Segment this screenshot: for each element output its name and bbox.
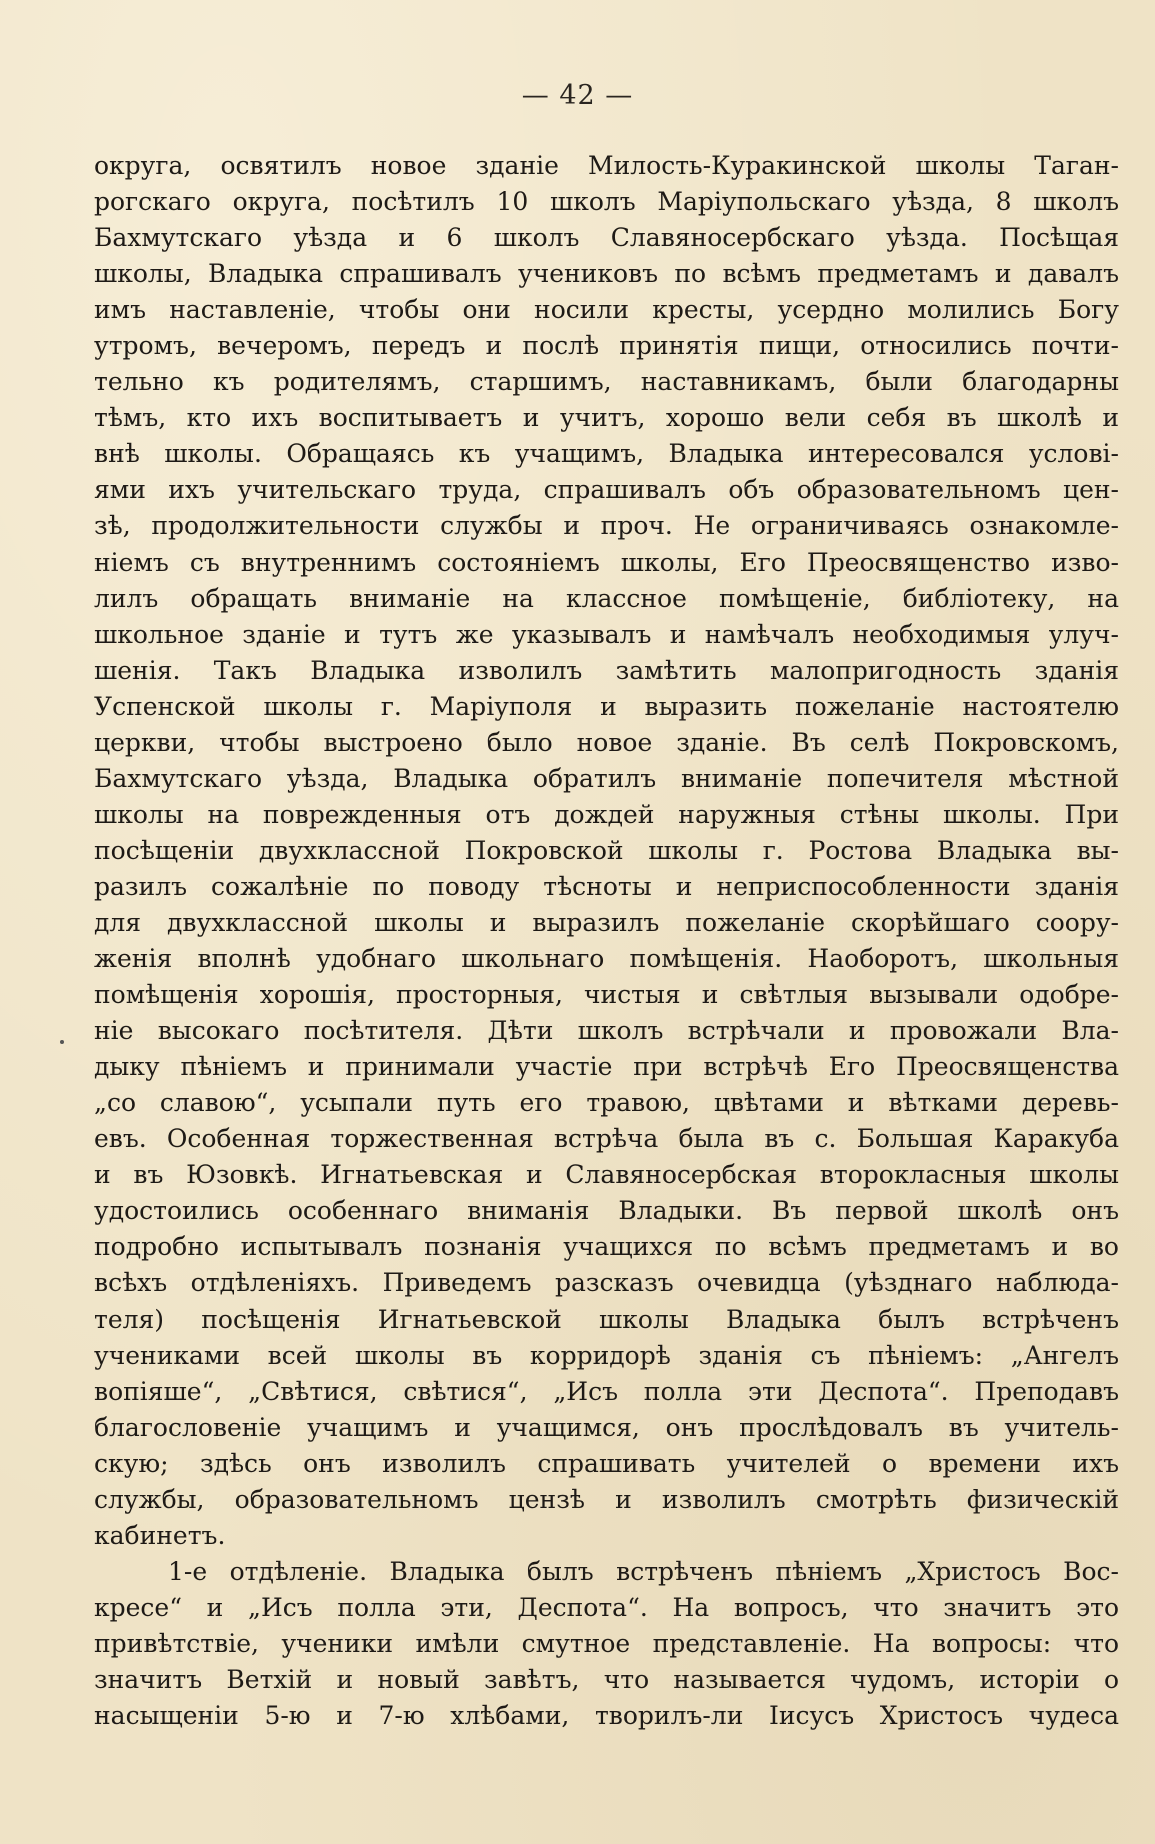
text-line: школы, Владыка спрашивалъ учениковъ по всѣмъ предметамъ и давалъ bbox=[94, 259, 1119, 289]
text-line: ями ихъ учительскаго труда, спрашивалъ объ образовательномъ цен- bbox=[94, 475, 1119, 505]
page-number: — 42 — bbox=[521, 80, 634, 111]
text-line: помѣщенія хорошія, просторныя, чистыя и свѣтлыя вызывали одобре- bbox=[94, 980, 1119, 1010]
text-line: службы, образовательномъ цензѣ и изволилъ смотрѣть физическій bbox=[94, 1484, 1119, 1514]
text-line: шенія. Такъ Владыка изволилъ замѣтить малопригодность зданія bbox=[94, 655, 1119, 685]
text-line: „со славою“, усыпали путь его травою, цвѣтами и вѣтками деревь- bbox=[94, 1088, 1119, 1118]
text-line: теля) посѣщенія Игнатьевской школы Владыка былъ встрѣченъ bbox=[94, 1304, 1119, 1334]
text-line: для двухклассной школы и выразилъ пожеланіе скорѣйшаго соору- bbox=[94, 907, 1119, 937]
text-line: евъ. Особенная торжественная встрѣча была въ с. Большая Каракуба bbox=[94, 1124, 1119, 1154]
paragraph bbox=[94, 1554, 1119, 1734]
text-line: кабинетъ. bbox=[94, 1520, 226, 1550]
text-line: значитъ Ветхій и новый завѣтъ, что называется чудомъ, исторіи о bbox=[94, 1664, 1119, 1694]
text-line: дыку пѣніемъ и принимали участіе при встрѣчѣ Его Преосвященства bbox=[94, 1052, 1119, 1082]
ink-speck bbox=[60, 1040, 64, 1044]
text-line: разилъ сожалѣніе по поводу тѣсноты и неприспособленности зданія bbox=[94, 871, 1119, 901]
text-line: ніе высокаго посѣтителя. Дѣти школъ встрѣчали и провожали Вла- bbox=[94, 1016, 1119, 1046]
text-line: благословеніе учащимъ и учащимся, онъ прослѣдовалъ въ учитель- bbox=[94, 1412, 1119, 1442]
text-line: лилъ обращать вниманіе на классное помѣщеніе, библіотеку, на bbox=[94, 583, 1119, 613]
text-line: подробно испытывалъ познанія учащихся по всѣмъ предметамъ и во bbox=[94, 1232, 1119, 1262]
text-line: ніемъ съ внутреннимъ состояніемъ школы, Его Преосвященство изво- bbox=[94, 547, 1119, 577]
text-line: зѣ, продолжительности службы и проч. Не ограничиваясь ознакомле- bbox=[94, 511, 1119, 541]
text-line: насыщеніи 5-ю и 7-ю хлѣбами, творилъ-ли Іисусъ Христосъ чудеса bbox=[94, 1701, 1119, 1731]
text-line: имъ наставленіе, чтобы они носили кресты, усердно молились Богу bbox=[94, 295, 1119, 325]
text-line: рогскаго округа, посѣтилъ 10 школъ Маріупольскаго уѣзда, 8 школъ bbox=[94, 187, 1119, 217]
text-line: утромъ, вечеромъ, передъ и послѣ принятія пищи, относились почти- bbox=[94, 331, 1119, 361]
text-line: скую; здѣсь онъ изволилъ спрашивать учителей о времени ихъ bbox=[94, 1448, 1119, 1478]
text-line: привѣтствіе, ученики имѣли смутное представленіе. На вопросы: что bbox=[94, 1628, 1119, 1658]
text-line: тельно къ родителямъ, старшимъ, наставникамъ, были благодарны bbox=[94, 367, 1119, 397]
text-line: удостоились особеннаго вниманія Владыки. Въ первой школѣ онъ bbox=[94, 1196, 1119, 1226]
body-text bbox=[94, 148, 1119, 1734]
paragraph bbox=[94, 148, 1119, 1554]
text-line: и въ Юзовкѣ. Игнатьевская и Славяносербская второкласныя школы bbox=[94, 1160, 1119, 1190]
text-line: Бахмутскаго уѣзда, Владыка обратилъ вниманіе попечителя мѣстной bbox=[94, 763, 1119, 793]
text-line: всѣхъ отдѣленіяхъ. Приведемъ разсказъ очевидца (уѣзднаго наблюда- bbox=[94, 1268, 1119, 1298]
text-line: церкви, чтобы выстроено было новое зданіе. Въ селѣ Покровскомъ, bbox=[94, 727, 1119, 757]
text-line: посѣщеніи двухклассной Покровской школы г. Ростова Владыка вы- bbox=[94, 835, 1119, 865]
text-line: округа, освятилъ новое зданіе Милость-Куракинской школы Таган- bbox=[94, 151, 1119, 180]
text-line: кресе“ и „Исъ полла эти, Деспота“. На вопросъ, что значитъ это bbox=[94, 1592, 1119, 1622]
text-line: тѣмъ, кто ихъ воспитываетъ и учитъ, хорошо вели себя въ школѣ и bbox=[94, 403, 1119, 433]
text-line: Бахмутскаго уѣзда и 6 школъ Славяносербскаго уѣзда. Посѣщая bbox=[94, 223, 1119, 253]
text-line: 1-е отдѣленіе. Владыка былъ встрѣченъ пѣніемъ „Христосъ Вос- bbox=[168, 1556, 1119, 1586]
text-line: учениками всей школы въ корридорѣ зданія съ пѣніемъ: „Ангелъ bbox=[94, 1340, 1119, 1370]
text-line: вопіяше“, „Свѣтися, свѣтися“, „Исъ полла эти Деспота“. Преподавъ bbox=[94, 1376, 1119, 1406]
text-line: женія вполнѣ удобнаго школьнаго помѣщенія. Наоборотъ, школьныя bbox=[94, 944, 1119, 974]
text-line: школьное зданіе и тутъ же указывалъ и намѣчалъ необходимыя улуч- bbox=[94, 619, 1119, 649]
text-line: Успенской школы г. Маріуполя и выразить пожеланіе настоятелю bbox=[94, 691, 1119, 721]
text-line: внѣ школы. Обращаясь къ учащимъ, Владыка интересовался услові- bbox=[94, 439, 1119, 469]
text-line: школы на поврежденныя отъ дождей наружныя стѣны школы. При bbox=[94, 799, 1119, 829]
